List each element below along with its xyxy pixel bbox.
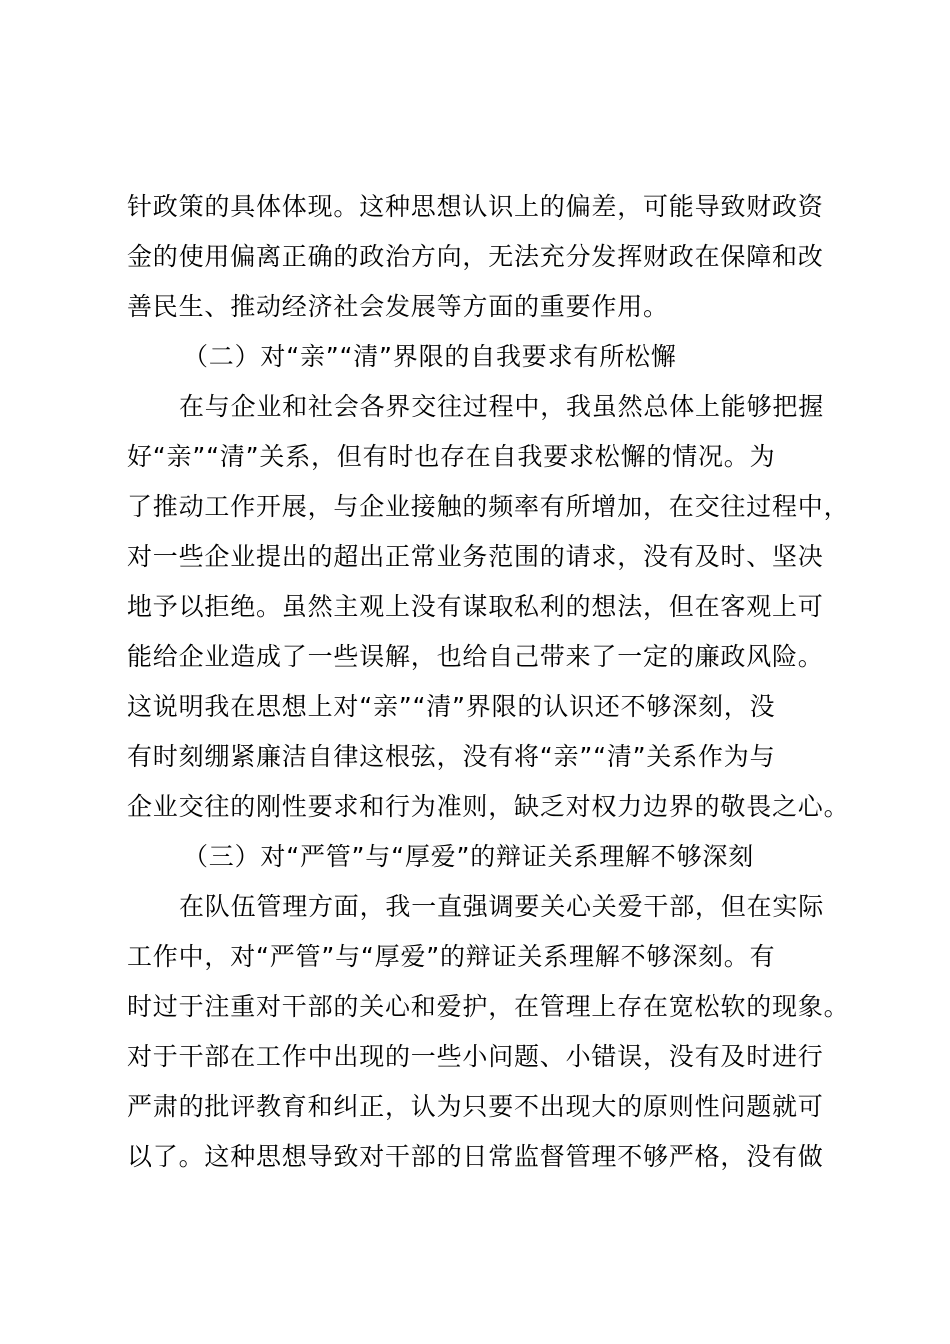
text-line: 严肃的批评教育和纠正，认为只要不出现大的原则性问题就可: [127, 1092, 824, 1121]
text-line: 在与企业和社会各界交往过程中，我虽然总体上能够把握: [179, 392, 825, 421]
text-line: 这说明我在思想上对“亲”“清”界限的认识还不够深刻，没: [127, 692, 776, 721]
text-line: 金的使用偏离正确的政治方向，无法充分发挥财政在保障和改: [127, 242, 824, 271]
text-line: 在队伍管理方面，我一直强调要关心关爱干部，但在实际: [179, 892, 825, 921]
text-line: 了推动工作开展，与企业接触的频率有所增加，在交往过程中，: [127, 492, 850, 521]
paragraph-qing-relations: [127, 382, 850, 832]
section-heading-2: （二）对“亲”“清”界限的自我要求有所松懈: [183, 342, 677, 371]
text-line: 能给企业造成了一些误解，也给自己带来了一定的廉政风险。: [127, 642, 824, 671]
text-line: 时过于注重对干部的关心和爱护，在管理上存在宽松软的现象。: [127, 992, 850, 1021]
text-line: 地予以拒绝。虽然主观上没有谋取私利的想法，但在客观上可: [127, 592, 824, 621]
text-line: 有时刻绷紧廉洁自律这根弦，没有将“亲”“清”关系作为与: [127, 742, 776, 771]
document-body: [127, 182, 850, 1182]
text-line: 好“亲”“清”关系，但有时也存在自我要求松懈的情况。为: [127, 442, 776, 471]
text-line: 工作中，对“严管”与“厚爱”的辩证关系理解不够深刻。有: [127, 942, 776, 971]
text-line: 对于干部在工作中出现的一些小问题、小错误，没有及时进行: [127, 1042, 824, 1071]
text-line: 善民生、推动经济社会发展等方面的重要作用。: [127, 292, 669, 321]
text-line: 对一些企业提出的超出正常业务范围的请求，没有及时、坚决: [127, 542, 824, 571]
paragraph-continued: [127, 182, 839, 332]
text-line: 企业交往的刚性要求和行为准则，缺乏对权力边界的敬畏之心。: [127, 792, 850, 821]
paragraph-team-management: [127, 882, 850, 1182]
text-line: 以了。这种思想导致对干部的日常监督管理不够严格，没有做: [127, 1142, 824, 1171]
text-line: 针政策的具体体现。这种思想认识上的偏差，可能导致财政资: [127, 192, 824, 221]
section-heading-3: （三）对“严管”与“厚爱”的辩证关系理解不够深刻: [183, 842, 755, 871]
